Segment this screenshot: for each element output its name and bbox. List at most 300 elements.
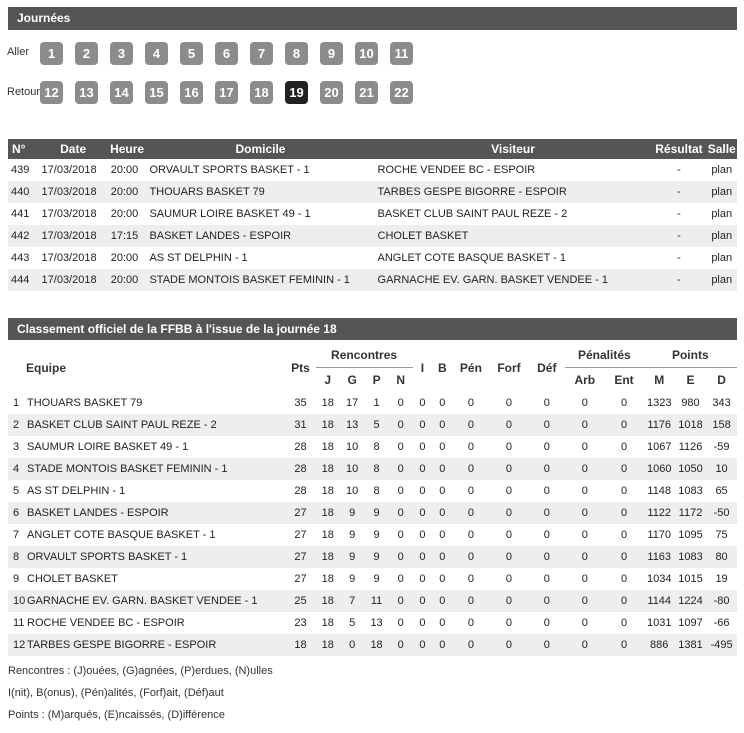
- stat-j: 18: [316, 568, 340, 590]
- stat-e: 1172: [675, 502, 706, 524]
- match-number: 444: [8, 269, 39, 291]
- team-rank: 11: [13, 617, 25, 629]
- col-visiteur: Visiteur: [375, 139, 652, 159]
- journees-title: Journées: [17, 11, 71, 25]
- team-name-link[interactable]: AS ST DELPHIN - 1: [27, 485, 126, 497]
- match-venue-link[interactable]: plan: [706, 225, 737, 247]
- match-time: 20:00: [108, 203, 147, 225]
- stat-g: 9: [340, 568, 364, 590]
- stat-pts: 27: [285, 568, 315, 590]
- stat-arb: 0: [565, 458, 604, 480]
- stat-b: 0: [432, 392, 452, 414]
- stat-p: 13: [364, 612, 388, 634]
- standings-team-cell: [8, 436, 285, 458]
- stat-d: 75: [706, 524, 737, 546]
- stat-pts: 35: [285, 392, 315, 414]
- stat-p: 1: [364, 392, 388, 414]
- stat-p: 11: [364, 590, 388, 612]
- col-i: I: [413, 343, 433, 392]
- match-home-team[interactable]: SAUMUR LOIRE BASKET 49 - 1: [146, 203, 374, 225]
- team-name-link[interactable]: SAUMUR LOIRE BASKET 49 - 1: [27, 441, 189, 453]
- group-rencontres: Rencontres: [316, 343, 413, 368]
- stat-m: 1031: [644, 612, 675, 634]
- stat-pts: 23: [285, 612, 315, 634]
- stat-arb: 0: [565, 612, 604, 634]
- standings-row: [8, 392, 737, 414]
- stat-def: 0: [529, 436, 566, 458]
- stat-g: 7: [340, 590, 364, 612]
- round-button-6[interactable]: 6: [215, 42, 238, 65]
- stat-n: 0: [389, 392, 413, 414]
- match-venue-link[interactable]: plan: [706, 247, 737, 269]
- match-away-team[interactable]: GARNACHE EV. GARN. BASKET VENDEE - 1: [375, 269, 652, 291]
- col-def: Déf: [529, 343, 566, 392]
- stat-n: 0: [389, 436, 413, 458]
- standings-team-cell: [8, 612, 285, 634]
- retour-label: Retour: [7, 86, 41, 98]
- group-penalites: Pénalités: [565, 343, 643, 368]
- round-button-2[interactable]: 2: [75, 42, 98, 65]
- stat-j: 18: [316, 590, 340, 612]
- round-button-19[interactable]: 19: [285, 81, 308, 104]
- stat-forf: 0: [489, 502, 528, 524]
- match-date: 17/03/2018: [39, 269, 108, 291]
- stat-def: 0: [529, 392, 566, 414]
- stat-e: 1083: [675, 480, 706, 502]
- team-rank: 3: [13, 441, 20, 453]
- stat-def: 0: [529, 634, 566, 656]
- team-name-link[interactable]: ROCHE VENDEE BC - ESPOIR: [27, 617, 185, 629]
- round-button-16[interactable]: 16: [180, 81, 203, 104]
- stat-m: 1176: [644, 414, 675, 436]
- stat-j: 18: [316, 502, 340, 524]
- round-button-22[interactable]: 22: [390, 81, 413, 104]
- match-number: 442: [8, 225, 39, 247]
- stat-ent: 0: [604, 502, 643, 524]
- stat-arb: 0: [565, 480, 604, 502]
- stat-def: 0: [529, 414, 566, 436]
- stat-forf: 0: [489, 546, 528, 568]
- stat-def: 0: [529, 458, 566, 480]
- round-button-18[interactable]: 18: [250, 81, 273, 104]
- stat-m: 886: [644, 634, 675, 656]
- stat-i: 0: [413, 502, 433, 524]
- round-button-15[interactable]: 15: [145, 81, 168, 104]
- stat-pts: 27: [285, 502, 315, 524]
- stat-e: 1050: [675, 458, 706, 480]
- stat-j: 18: [316, 414, 340, 436]
- stat-b: 0: [432, 480, 452, 502]
- round-button-11[interactable]: 11: [390, 42, 413, 65]
- col-d: D: [706, 368, 737, 393]
- match-date: 17/03/2018: [39, 181, 108, 203]
- stat-g: 9: [340, 524, 364, 546]
- stat-d: 343: [706, 392, 737, 414]
- stat-d: -80: [706, 590, 737, 612]
- col-g: G: [340, 368, 364, 393]
- team-name-link[interactable]: ANGLET COTE BASQUE BASKET - 1: [27, 529, 216, 541]
- match-number: 441: [8, 203, 39, 225]
- stat-g: 0: [340, 634, 364, 656]
- stat-pts: 28: [285, 480, 315, 502]
- stat-d: 65: [706, 480, 737, 502]
- col-ent: Ent: [604, 368, 643, 393]
- stat-arb: 0: [565, 502, 604, 524]
- stat-g: 10: [340, 436, 364, 458]
- stat-j: 18: [316, 436, 340, 458]
- col-e: E: [675, 368, 706, 393]
- stat-arb: 0: [565, 392, 604, 414]
- stat-j: 18: [316, 524, 340, 546]
- stat-b: 0: [432, 414, 452, 436]
- match-venue-link[interactable]: plan: [706, 159, 737, 181]
- stat-e: 1018: [675, 414, 706, 436]
- round-button-13[interactable]: 13: [75, 81, 98, 104]
- round-button-21[interactable]: 21: [355, 81, 378, 104]
- stat-m: 1067: [644, 436, 675, 458]
- stat-e: 980: [675, 392, 706, 414]
- stat-ent: 0: [604, 458, 643, 480]
- stat-forf: 0: [489, 590, 528, 612]
- stat-pen: 0: [452, 546, 489, 568]
- stat-arb: 0: [565, 436, 604, 458]
- stat-n: 0: [389, 458, 413, 480]
- standings-row: [8, 436, 737, 458]
- stat-i: 0: [413, 436, 433, 458]
- stat-n: 0: [389, 480, 413, 502]
- match-date: 17/03/2018: [39, 225, 108, 247]
- stat-e: 1083: [675, 546, 706, 568]
- stat-pen: 0: [452, 458, 489, 480]
- legend-stats: I(nit), B(onus), (Pén)alités, (Forf)ait, (Déf)aut: [8, 687, 224, 699]
- match-home-team[interactable]: ORVAULT SPORTS BASKET - 1: [146, 159, 374, 181]
- stat-pen: 0: [452, 612, 489, 634]
- match-number: 440: [8, 181, 39, 203]
- stat-e: 1126: [675, 436, 706, 458]
- stat-n: 0: [389, 634, 413, 656]
- stat-m: 1034: [644, 568, 675, 590]
- journees-header: [8, 7, 737, 30]
- stat-b: 0: [432, 524, 452, 546]
- match-row: [8, 225, 737, 247]
- stat-pen: 0: [452, 436, 489, 458]
- round-button-3[interactable]: 3: [110, 42, 133, 65]
- standings-row: [8, 414, 737, 436]
- matches-table: [8, 139, 737, 291]
- match-result: -: [651, 225, 706, 247]
- stat-pts: 27: [285, 524, 315, 546]
- round-button-14[interactable]: 14: [110, 81, 133, 104]
- stat-ent: 0: [604, 612, 643, 634]
- stat-ent: 0: [604, 436, 643, 458]
- stat-n: 0: [389, 414, 413, 436]
- team-name-link[interactable]: STADE MONTOIS BASKET FEMININ - 1: [27, 463, 228, 475]
- stat-def: 0: [529, 546, 566, 568]
- match-home-team[interactable]: STADE MONTOIS BASKET FEMININ - 1: [146, 269, 374, 291]
- team-rank: 1: [13, 397, 20, 409]
- stat-d: 19: [706, 568, 737, 590]
- stat-d: 80: [706, 546, 737, 568]
- match-away-team[interactable]: ANGLET COTE BASQUE BASKET - 1: [375, 247, 652, 269]
- stat-pts: 28: [285, 458, 315, 480]
- round-button-20[interactable]: 20: [320, 81, 343, 104]
- col-arb: Arb: [565, 368, 604, 393]
- stat-e: 1097: [675, 612, 706, 634]
- match-time: 20:00: [108, 269, 147, 291]
- stat-m: 1163: [644, 546, 675, 568]
- round-button-5[interactable]: 5: [180, 42, 203, 65]
- match-date: 17/03/2018: [39, 247, 108, 269]
- stat-i: 0: [413, 634, 433, 656]
- stat-b: 0: [432, 436, 452, 458]
- stat-forf: 0: [489, 634, 528, 656]
- stat-forf: 0: [489, 436, 528, 458]
- round-button-8[interactable]: 8: [285, 42, 308, 65]
- stat-b: 0: [432, 458, 452, 480]
- col-pen: Pén: [452, 343, 489, 392]
- stat-j: 18: [316, 392, 340, 414]
- stat-i: 0: [413, 414, 433, 436]
- col-forf: Forf: [489, 343, 528, 392]
- round-button-4[interactable]: 4: [145, 42, 168, 65]
- col-b: B: [432, 343, 452, 392]
- team-rank: 9: [13, 573, 20, 585]
- standings-row: [8, 590, 737, 612]
- stat-i: 0: [413, 590, 433, 612]
- stat-pen: 0: [452, 414, 489, 436]
- classement-title: Classement officiel de la FFBB à l'issue de la journée 18: [17, 322, 337, 336]
- stat-forf: 0: [489, 392, 528, 414]
- match-home-team[interactable]: AS ST DELPHIN - 1: [146, 247, 374, 269]
- match-result: -: [651, 203, 706, 225]
- stat-d: -50: [706, 502, 737, 524]
- stat-p: 8: [364, 480, 388, 502]
- stat-j: 18: [316, 480, 340, 502]
- stat-arb: 0: [565, 546, 604, 568]
- match-date: 17/03/2018: [39, 203, 108, 225]
- stat-g: 9: [340, 502, 364, 524]
- stat-p: 5: [364, 414, 388, 436]
- stat-e: 1381: [675, 634, 706, 656]
- stat-forf: 0: [489, 414, 528, 436]
- stat-i: 0: [413, 568, 433, 590]
- stat-d: -59: [706, 436, 737, 458]
- stat-n: 0: [389, 546, 413, 568]
- team-rank: 10: [13, 595, 26, 607]
- match-away-team[interactable]: BASKET CLUB SAINT PAUL REZE - 2: [375, 203, 652, 225]
- team-name-link[interactable]: BASKET CLUB SAINT PAUL REZE - 2: [27, 419, 217, 431]
- match-away-team[interactable]: ROCHE VENDEE BC - ESPOIR: [375, 159, 652, 181]
- col-date: Date: [39, 139, 108, 159]
- match-away-team[interactable]: TARBES GESPE BIGORRE - ESPOIR: [375, 181, 652, 203]
- stat-e: 1095: [675, 524, 706, 546]
- stat-forf: 0: [489, 458, 528, 480]
- round-button-7[interactable]: 7: [250, 42, 273, 65]
- col-salle: Salle: [706, 139, 737, 159]
- standings-team-cell: [8, 392, 285, 414]
- stat-g: 17: [340, 392, 364, 414]
- col-j: J: [316, 368, 340, 393]
- col-m: M: [644, 368, 675, 393]
- standings-team-cell: [8, 568, 285, 590]
- round-button-17[interactable]: 17: [215, 81, 238, 104]
- team-rank: 6: [13, 507, 20, 519]
- stat-i: 0: [413, 546, 433, 568]
- standings-team-cell: [8, 634, 285, 656]
- stat-b: 0: [432, 590, 452, 612]
- stat-b: 0: [432, 502, 452, 524]
- stat-def: 0: [529, 568, 566, 590]
- match-time: 20:00: [108, 159, 147, 181]
- stat-b: 0: [432, 568, 452, 590]
- match-result: -: [651, 159, 706, 181]
- stat-def: 0: [529, 590, 566, 612]
- col-num: N°: [8, 139, 39, 159]
- standings-team-cell: [8, 524, 285, 546]
- stat-arb: 0: [565, 414, 604, 436]
- team-name-link[interactable]: GARNACHE EV. GARN. BASKET VENDEE - 1: [27, 595, 258, 607]
- round-button-10[interactable]: 10: [355, 42, 378, 65]
- standings-row: [8, 458, 737, 480]
- stat-i: 0: [413, 524, 433, 546]
- match-result: -: [651, 269, 706, 291]
- match-home-team[interactable]: BASKET LANDES - ESPOIR: [146, 225, 374, 247]
- stat-ent: 0: [604, 568, 643, 590]
- match-result: -: [651, 181, 706, 203]
- stat-p: 9: [364, 546, 388, 568]
- stat-ent: 0: [604, 392, 643, 414]
- stat-m: 1060: [644, 458, 675, 480]
- standings-row: [8, 612, 737, 634]
- stat-j: 18: [316, 546, 340, 568]
- legend-rencontres: Rencontres : (J)ouées, (G)agnées, (P)erdues, (N)ulles: [8, 665, 273, 677]
- col-n: N: [389, 368, 413, 393]
- stat-pts: 28: [285, 436, 315, 458]
- stat-pen: 0: [452, 524, 489, 546]
- matches-header-row: [8, 139, 737, 159]
- match-row: [8, 203, 737, 225]
- stat-b: 0: [432, 634, 452, 656]
- round-button-1[interactable]: 1: [40, 42, 63, 65]
- stat-p: 9: [364, 568, 388, 590]
- match-venue-link[interactable]: plan: [706, 203, 737, 225]
- col-p: P: [364, 368, 388, 393]
- round-button-12[interactable]: 12: [40, 81, 63, 104]
- match-venue-link[interactable]: plan: [706, 181, 737, 203]
- stat-d: 158: [706, 414, 737, 436]
- team-rank: 5: [13, 485, 20, 497]
- stat-p: 8: [364, 436, 388, 458]
- stat-d: -495: [706, 634, 737, 656]
- stat-pen: 0: [452, 502, 489, 524]
- stat-ent: 0: [604, 634, 643, 656]
- stat-def: 0: [529, 480, 566, 502]
- stat-g: 10: [340, 480, 364, 502]
- match-home-team[interactable]: THOUARS BASKET 79: [146, 181, 374, 203]
- stat-ent: 0: [604, 546, 643, 568]
- col-heure: Heure: [108, 139, 147, 159]
- stat-n: 0: [389, 612, 413, 634]
- stat-d: -66: [706, 612, 737, 634]
- col-resultat: Résultat: [651, 139, 706, 159]
- match-venue-link[interactable]: plan: [706, 269, 737, 291]
- stat-i: 0: [413, 612, 433, 634]
- stat-arb: 0: [565, 634, 604, 656]
- standings-team-cell: [8, 590, 285, 612]
- stat-g: 9: [340, 546, 364, 568]
- stat-n: 0: [389, 568, 413, 590]
- stat-pen: 0: [452, 392, 489, 414]
- round-button-9[interactable]: 9: [320, 42, 343, 65]
- stat-j: 18: [316, 458, 340, 480]
- match-row: [8, 269, 737, 291]
- stat-i: 0: [413, 458, 433, 480]
- standings-team-cell: [8, 480, 285, 502]
- stat-m: 1323: [644, 392, 675, 414]
- match-number: 443: [8, 247, 39, 269]
- stat-g: 5: [340, 612, 364, 634]
- stat-j: 18: [316, 634, 340, 656]
- team-name-link[interactable]: BASKET LANDES - ESPOIR: [27, 507, 169, 519]
- team-rank: 4: [13, 463, 20, 475]
- team-name-link[interactable]: TARBES GESPE BIGORRE - ESPOIR: [27, 639, 217, 651]
- stat-def: 0: [529, 612, 566, 634]
- stat-forf: 0: [489, 568, 528, 590]
- team-rank: 7: [13, 529, 20, 541]
- stat-m: 1148: [644, 480, 675, 502]
- stat-pts: 31: [285, 414, 315, 436]
- match-away-team[interactable]: CHOLET BASKET: [375, 225, 652, 247]
- stat-forf: 0: [489, 524, 528, 546]
- stat-d: 10: [706, 458, 737, 480]
- stat-n: 0: [389, 524, 413, 546]
- group-points: Points: [644, 343, 737, 368]
- team-name-link[interactable]: ORVAULT SPORTS BASKET - 1: [27, 551, 188, 563]
- match-time: 20:00: [108, 181, 147, 203]
- aller-label: Aller: [7, 46, 30, 58]
- stat-forf: 0: [489, 480, 528, 502]
- standings-row: [8, 480, 737, 502]
- stat-p: 9: [364, 502, 388, 524]
- stat-p: 18: [364, 634, 388, 656]
- stat-n: 0: [389, 502, 413, 524]
- col-pts: Pts: [285, 343, 315, 392]
- stat-e: 1015: [675, 568, 706, 590]
- classement-header: [8, 318, 737, 340]
- match-row: [8, 159, 737, 181]
- stat-j: 18: [316, 612, 340, 634]
- team-name-link[interactable]: THOUARS BASKET 79: [27, 397, 143, 409]
- standings-team-cell: [8, 546, 285, 568]
- standings-team-cell: [8, 458, 285, 480]
- stat-e: 1224: [675, 590, 706, 612]
- stat-m: 1170: [644, 524, 675, 546]
- team-rank: 2: [13, 419, 20, 431]
- stat-p: 9: [364, 524, 388, 546]
- stat-m: 1144: [644, 590, 675, 612]
- standings-team-cell: [8, 414, 285, 436]
- stat-pts: 25: [285, 590, 315, 612]
- stat-pts: 18: [285, 634, 315, 656]
- stat-g: 13: [340, 414, 364, 436]
- stat-i: 0: [413, 480, 433, 502]
- stat-arb: 0: [565, 524, 604, 546]
- col-equipe: Equipe: [8, 343, 285, 392]
- stat-b: 0: [432, 612, 452, 634]
- match-row: [8, 181, 737, 203]
- team-name-link[interactable]: CHOLET BASKET: [27, 573, 118, 585]
- stat-i: 0: [413, 392, 433, 414]
